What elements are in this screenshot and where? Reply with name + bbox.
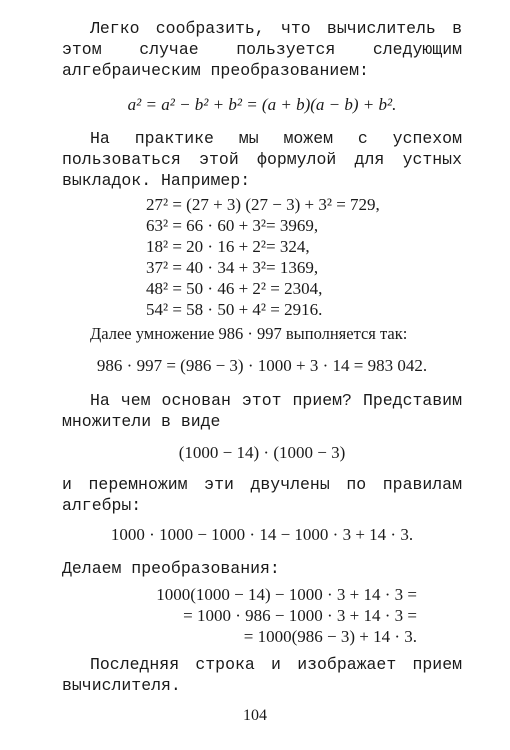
paragraph-expand: и перемножим эти двучлены по правилам алгебры: bbox=[62, 475, 462, 515]
transform-line: 1000(1000 − 14) − 1000 · 3 + 14 · 3 = bbox=[156, 585, 417, 604]
example-line: 18² = 20 · 16 + 2²= 324, bbox=[146, 237, 310, 256]
paragraph-practice: На практике мы можем с успехом пользоваться этой формулой для устных выкладок. Например: bbox=[62, 129, 462, 190]
formula-factors: (1000 − 14) · (1000 − 3) bbox=[178, 443, 346, 462]
transform-lines bbox=[92, 584, 417, 647]
paragraph-transform: Делаем преобразования: bbox=[62, 559, 280, 578]
formula-identity-text: a² = a² − b² + b² = (a + b)(a − b) + b². bbox=[127, 95, 397, 114]
example-line: 54² = 58 · 50 + 4² = 2916. bbox=[146, 300, 323, 319]
paragraph-intro: Легко сообразить, что вычислитель в этом случае пользуется следующим алгебраическим преобразованием: bbox=[62, 19, 462, 80]
formula-identity bbox=[62, 94, 462, 115]
paragraph-multiplication: Далее умножение 986 · 997 выполняется так: bbox=[90, 324, 408, 343]
formula-multiplication: 986 · 997 = (986 − 3) · 1000 + 3 · 14 = 983 042. bbox=[96, 356, 428, 375]
example-line: 37² = 40 · 34 + 3²= 1369, bbox=[146, 258, 319, 277]
transform-line: = 1000(986 − 3) + 14 · 3. bbox=[243, 627, 417, 646]
example-line: 63² = 66 · 60 + 3²= 3969, bbox=[146, 216, 319, 235]
formula-expanded: 1000 · 1000 − 1000 · 14 − 1000 · 3 + 14 · 3. bbox=[110, 525, 414, 544]
paragraph-question: На чем основан этот прием? Представим множители в виде bbox=[62, 391, 462, 431]
example-line: 27² = (27 + 3) (27 − 3) + 3² = 729, bbox=[146, 195, 380, 214]
example-line: 48² = 50 · 46 + 2² = 2304, bbox=[146, 279, 323, 298]
paragraph-conclusion: Последняя строка и изображает прием вычислителя. bbox=[62, 655, 462, 695]
page-number: 104 bbox=[243, 707, 267, 724]
examples-list bbox=[146, 194, 380, 320]
transform-line: = 1000 · 986 − 1000 · 3 + 14 · 3 = bbox=[183, 606, 417, 625]
